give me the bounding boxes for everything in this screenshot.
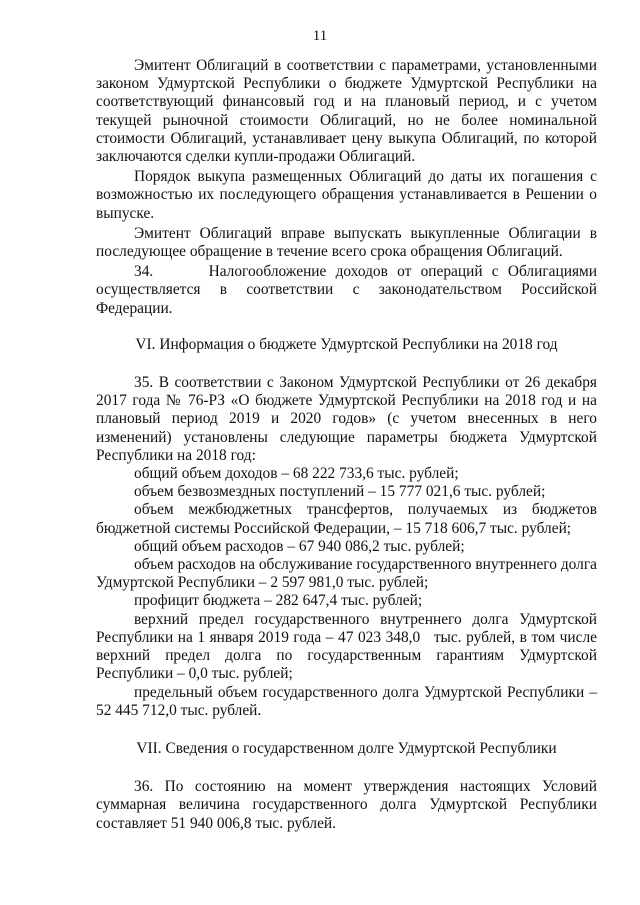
paragraph-reissue: Эмитент Облигаций вправе выпускать выкупленные Облигации в последующее обращение в течение всего срока обращения Облигаций. xyxy=(96,224,597,261)
budget-item-surplus: профицит бюджета – 282 647,4 тыс. рублей; xyxy=(134,592,423,610)
section-6-title: VI. Информация о бюджете Удмуртской Республики на 2018 год xyxy=(135,335,558,353)
budget-item-expenses: общий объем расходов – 67 940 086,2 тыс. рублей; xyxy=(134,537,465,555)
paragraph-buyback-procedure: Порядок выкупа размещенных Облигаций до даты их погашения с возможностью их последующего обращения устанавливается в Решении о выпуске. xyxy=(96,168,597,222)
section-7-title: VII. Сведения о государственном долге Удмуртской Республики xyxy=(136,739,557,757)
budget-item-debt-service: объем расходов на обслуживание государственного внутреннего долга Удмуртской Республики – 2 597 981,0 тыс. рублей; xyxy=(96,556,597,592)
paragraph-item-34: 34. Налогообложение доходов от операций с Облигациями осуществляется в соответствии с законодательством Российской Федерации. xyxy=(96,263,601,317)
paragraph-item-35: 35. В соответствии с Законом Удмуртской Республики от 26 декабря 2017 года № 76-РЗ «О бюджете Удмуртской Республики на 2018 год и на плановый период 2019 и 2020 годов» (с учетом внесенных в него изменений) установлены следующие параметры бюджета Удмуртской Республики на 2018 год: xyxy=(96,374,597,464)
paragraph-item-36: 36. По состоянию на момент утверждения настоящих Условий суммарная величина государственного долга Удмуртской Республики составляет 51 940 006,8 тыс. рублей. xyxy=(96,778,597,832)
budget-item-grants: объем безвозмездных поступлений – 15 777 021,6 тыс. рублей; xyxy=(134,483,546,501)
document-body xyxy=(96,57,601,833)
budget-item-debt-upper-limit: верхний предел государственного внутреннего долга Удмуртской Республики на 1 января 2019 года – 47 023 348,0 тыс. рублей, в том числе верхний предел долга по государственным гарантиям Удмуртской Республики – 0,0 тыс. рублей; xyxy=(96,610,601,683)
page-number: 11 xyxy=(312,28,328,44)
paragraph-buyback-price: Эмитент Облигаций в соответствии с параметрами, установленными законом Удмуртской Республики о бюджете Удмуртской Республики на соответствующий финансовый год и на плановый период, и с учетом текущей рыночной стоимости Облигаций, но не более номинальной стоимости Облигаций, устанавливает цену выкупа Облигаций, по которой заключаются сделки купли-продажи Облигаций. xyxy=(96,57,597,166)
budget-item-transfers: объем межбюджетных трансфертов, получаемых из бюджетов бюджетной системы Российской Федерации, – 15 718 606,7 тыс. рублей; xyxy=(96,501,597,537)
budget-item-revenue: общий объем доходов – 68 222 733,6 тыс. рублей; xyxy=(134,465,459,483)
budget-item-debt-max: предельный объем государственного долга Удмуртской Республики – 52 445 712,0 тыс. рублей. xyxy=(96,683,597,719)
